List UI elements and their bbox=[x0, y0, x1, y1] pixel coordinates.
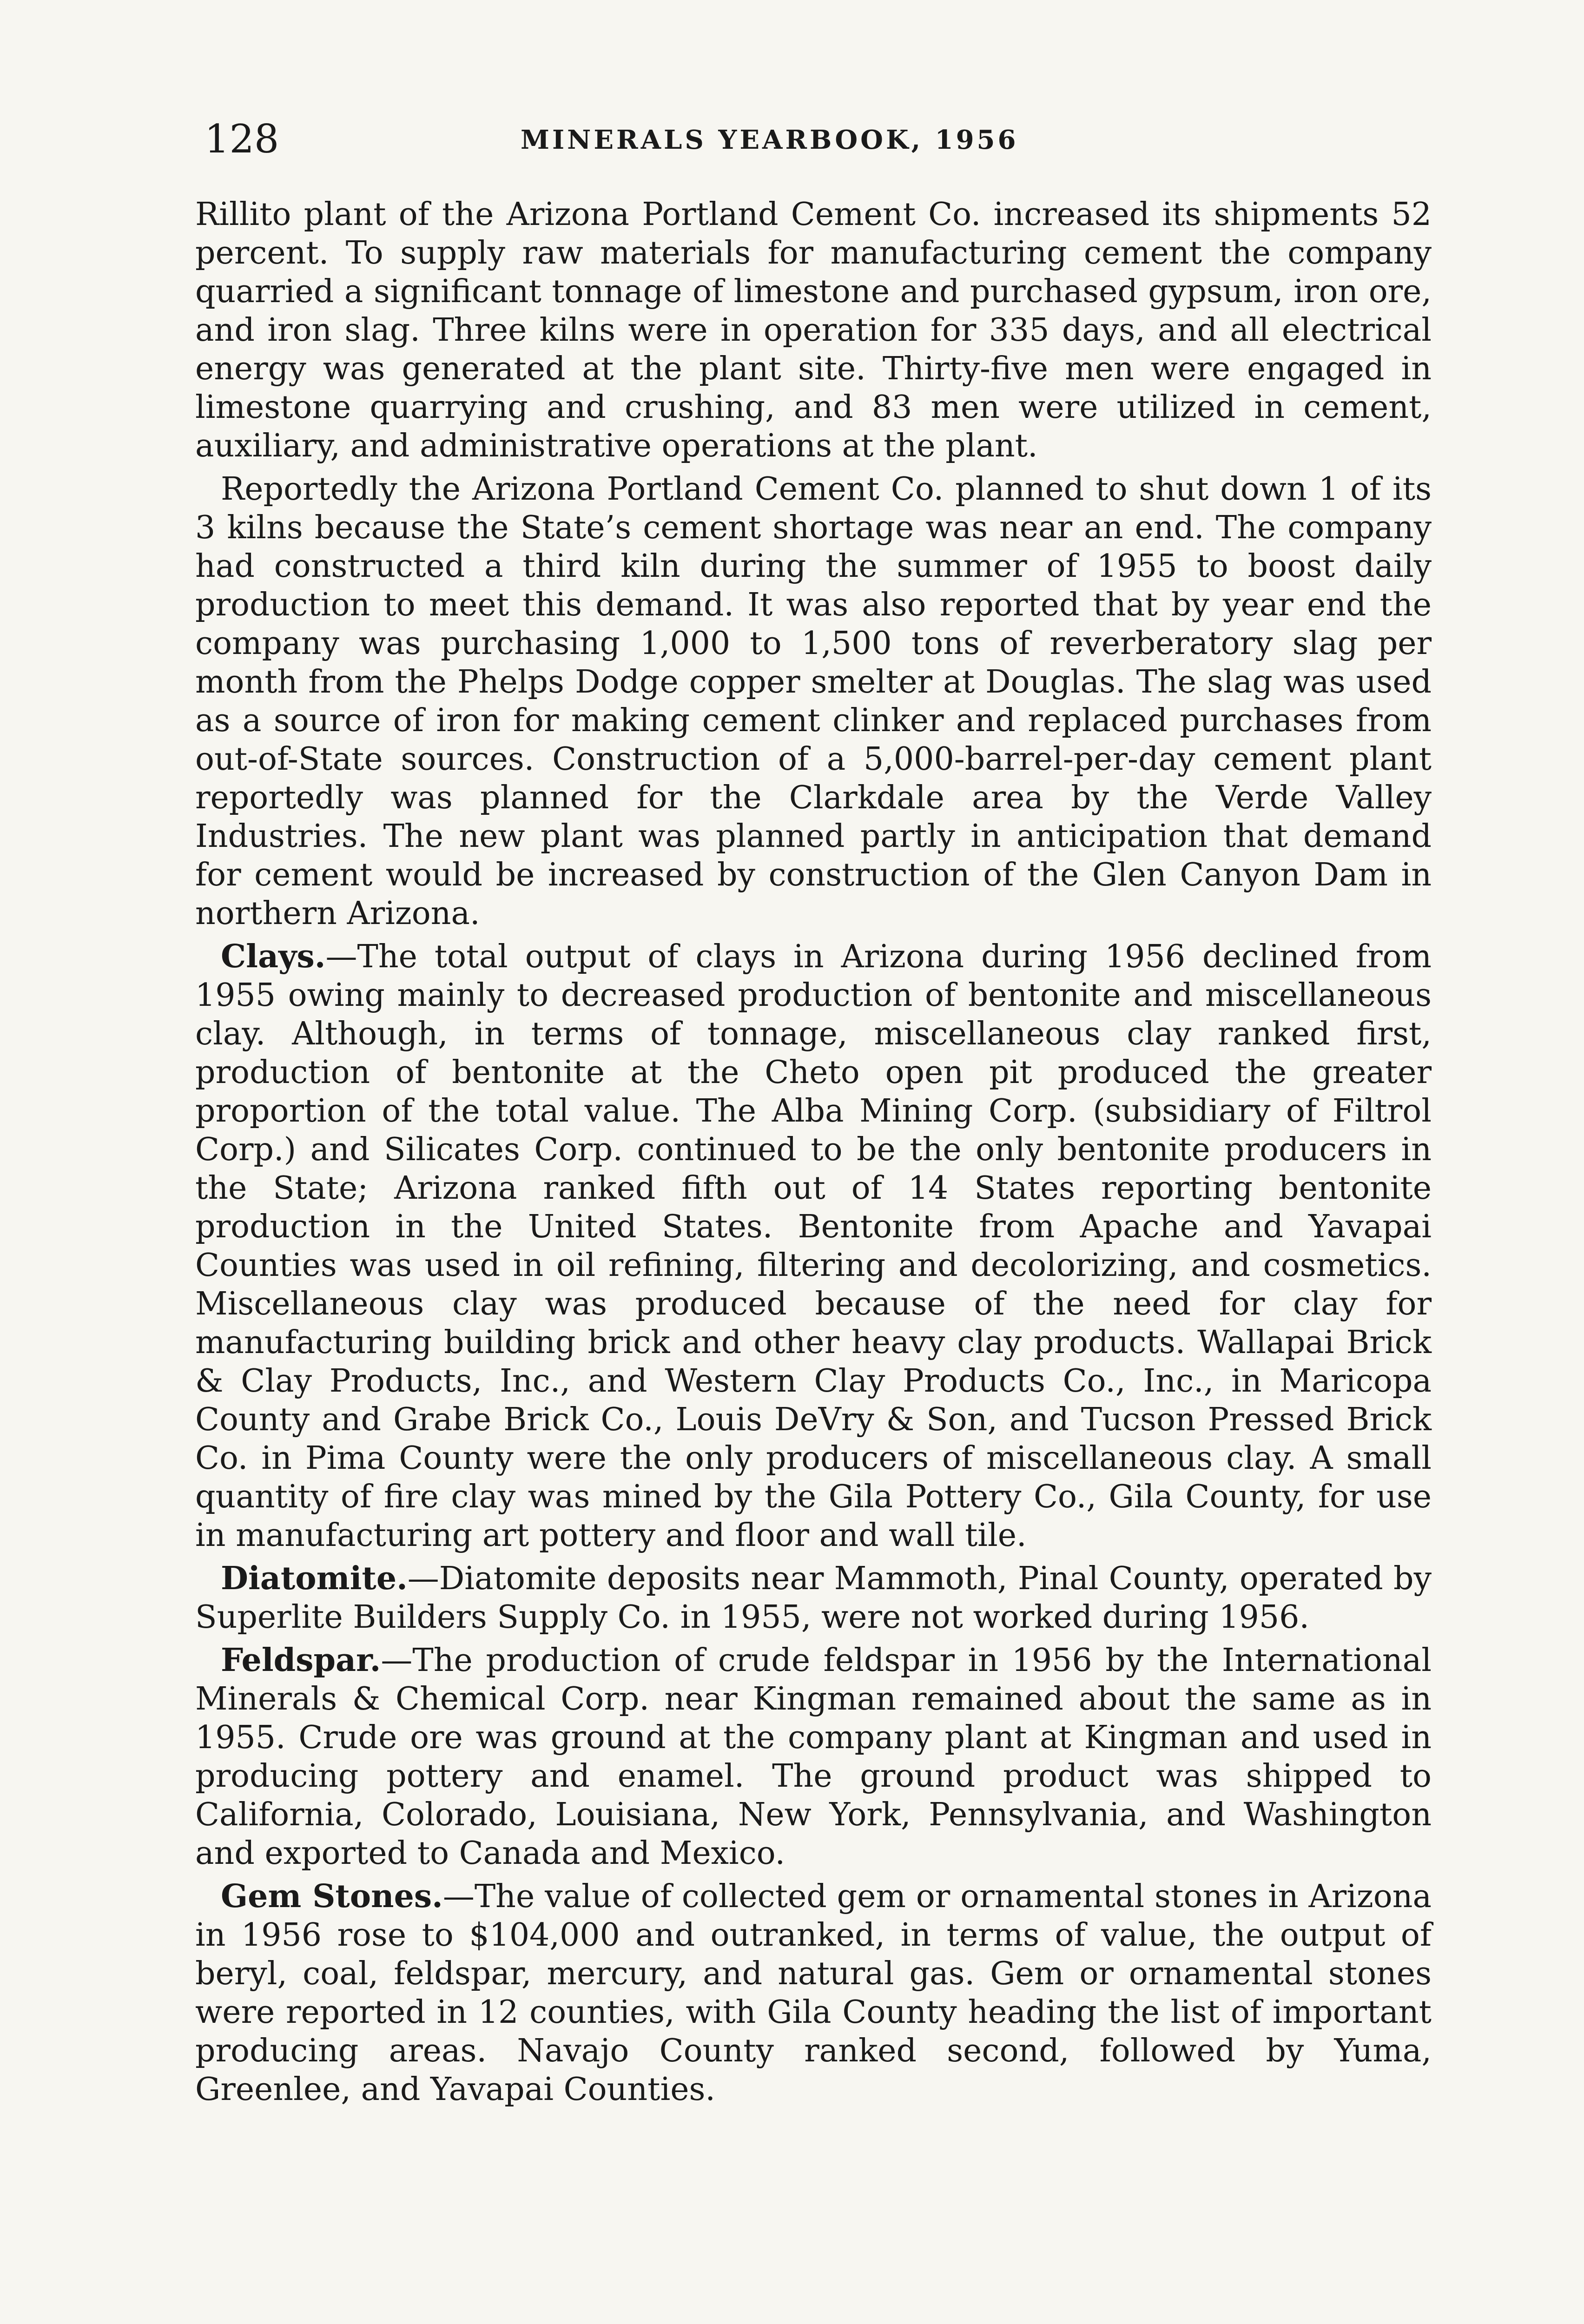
section-heading-clays: Clays. bbox=[221, 938, 326, 975]
running-header bbox=[195, 116, 1432, 167]
paragraph-feldspar bbox=[195, 1641, 1432, 1873]
paragraph-text: —The production of crude feldspar in 1956 by the International Minerals & Chemical Corp. near Kingman remained about the same as in 1955. Crude ore was ground at the company plant at Kingman and used in producing pottery and enamel. The ground product was shipped to California, Colorado, Louisiana, New York, Pennsylvania, and Washington and exported to Canada and Mexico. bbox=[195, 1642, 1432, 1872]
document-page bbox=[195, 116, 1432, 2113]
paragraph-text: —Diatomite deposits near Mammoth, Pinal County, operated by Superlite Builders Supply Co. in 1955, were not worked during 1956. bbox=[195, 1560, 1432, 1636]
paragraph-text: —The value of collected gem or ornamental stones in Arizona in 1956 rose to $104,000 and outranked, in terms of value, the output of beryl, coal, feldspar, mercury, and natural gas. Gem or ornamental stones were reported in 12 counties, with Gila County heading the list of important producing areas. Navajo County ranked second, followed by Yuma, Greenlee, and Yavapai Counties. bbox=[195, 1878, 1432, 2108]
paragraph-cement-rillito bbox=[195, 195, 1432, 465]
paragraph-clays bbox=[195, 938, 1432, 1555]
section-heading-gem-stones: Gem Stones. bbox=[221, 1878, 443, 1915]
running-title: MINERALS YEARBOOK, 1956 bbox=[521, 125, 1019, 155]
section-heading-feldspar: Feldspar. bbox=[221, 1642, 381, 1679]
page-number: 128 bbox=[205, 116, 279, 162]
section-heading-diatomite: Diatomite. bbox=[221, 1560, 408, 1597]
paragraph-gem-stones bbox=[195, 1877, 1432, 2109]
paragraph-text: Reportedly the Arizona Portland Cement Co. planned to shut down 1 of its 3 kilns because the State’s cement shortage was near an end. The company had constructed a third kiln during the summer of 1955 to boost daily production to meet this demand. It was also reported that by year end the company was purchasing 1,000 to 1,500 tons of reverberatory slag per month from the Phelps Dodge copper smelter at Douglas. The slag was used as a source of iron for making cement clinker and replaced purchases from out-of-State sources. Construction of a 5,000-barrel-per-day cement plant reportedly was planned for the Clarkdale area by the Verde Valley Industries. The new plant was planned partly in anticipation that demand for cement would be increased by construction of the Glen Canyon Dam in northern Arizona. bbox=[195, 471, 1432, 932]
paragraph-text: —The total output of clays in Arizona during 1956 declined from 1955 owing mainly to decreased production of bentonite and miscellaneous clay. Although, in terms of tonnage, miscellaneous clay ranked first, production of bentonite at the Cheto open pit produced the greater proportion of the total value. The Alba Mining Corp. (subsidiary of Filtrol Corp.) and Silicates Corp. continued to be the only bentonite producers in the State; Arizona ranked fifth out of 14 States reporting bentonite production in the United States. Bentonite from Apache and Yavapai Counties was used in oil refining, filtering and decolorizing, and cosmetics. Miscellaneous clay was produced because of the need for clay for manufacturing building brick and other heavy clay products. Wallapai Brick & Clay Products, Inc., and Western Clay Products Co., Inc., in Maricopa County and Grabe Brick Co., Louis DeVry & Son, and Tucson Pressed Brick Co. in Pima County were the only producers of miscellaneous clay. A small quantity of fire clay was mined by the Gila Pottery Co., Gila County, for use in manufacturing art pottery and floor and wall tile. bbox=[195, 938, 1432, 1554]
paragraph-diatomite bbox=[195, 1559, 1432, 1637]
paragraph-cement-kilns bbox=[195, 470, 1432, 933]
body-text bbox=[195, 195, 1432, 2109]
paragraph-text: Rillito plant of the Arizona Portland Cement Co. increased its shipments 52 percent. To supply raw materials for manufacturing cement the company quarried a significant tonnage of limestone and purchased gypsum, iron ore, and iron slag. Three kilns were in operation for 335 days, and all electrical energy was generated at the plant site. Thirty-five men were engaged in limestone quarrying and crushing, and 83 men were utilized in cement, auxiliary, and administrative operations at the plant. bbox=[195, 196, 1432, 464]
